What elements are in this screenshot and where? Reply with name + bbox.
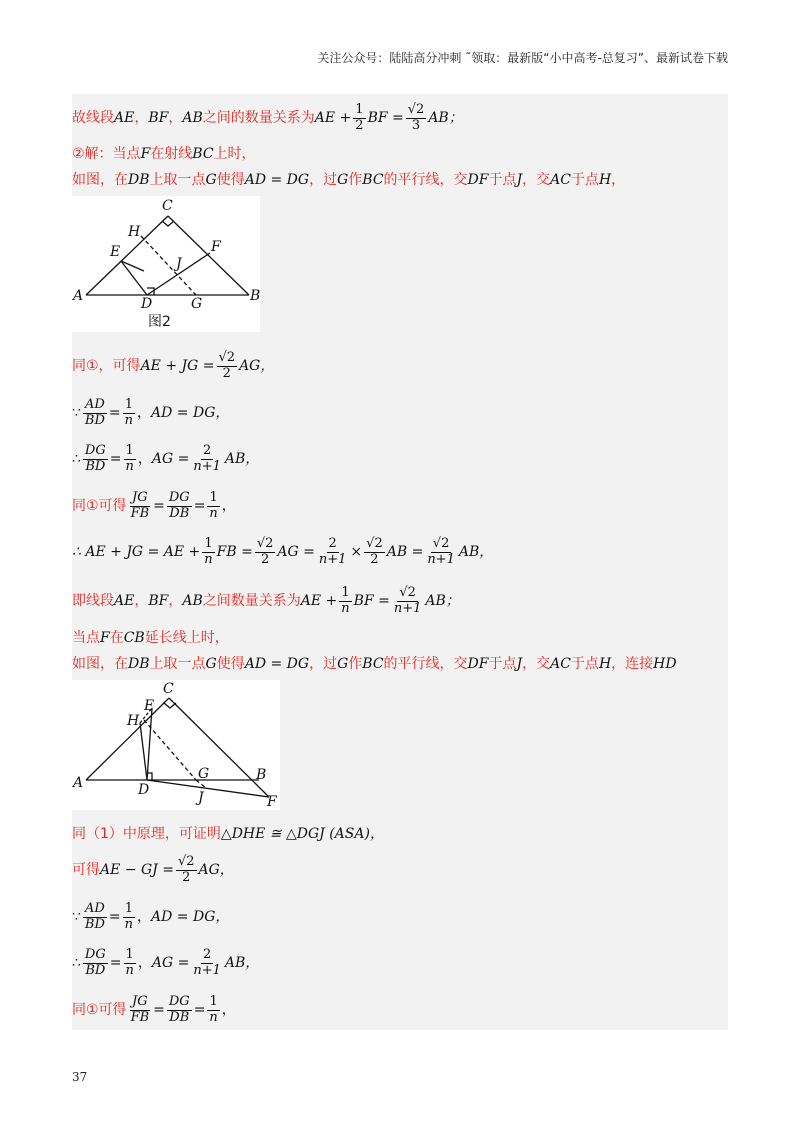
math: BC [192, 146, 214, 162]
line-because-ratio-2 [72, 902, 229, 932]
label-J: J [176, 256, 182, 272]
text: ， [134, 593, 149, 609]
fraction: $\frac{DG}{DB}$ [168, 993, 190, 1025]
math: AB， [224, 451, 260, 467]
fraction: $\frac{1}{n}$ [209, 489, 218, 521]
text: ，交 [522, 656, 551, 672]
figure-3 [72, 680, 280, 810]
fraction: $\frac{√2}{2}$ [218, 349, 236, 381]
line-case-ray [72, 146, 256, 162]
math: × [350, 544, 363, 560]
label-F: F [211, 239, 221, 255]
fraction: $\frac{1}{n}$ [125, 442, 134, 474]
math: AG， [239, 358, 275, 374]
figure-2 [72, 196, 260, 332]
label-C: C [162, 198, 173, 214]
line-therefore-ag-2 [72, 947, 259, 979]
math: BC [362, 172, 384, 188]
label-B: B [250, 288, 260, 304]
math: AE − GJ = [100, 862, 174, 878]
text: ， [611, 172, 626, 188]
text: 当点 [72, 630, 100, 646]
line-jg-ratio [72, 489, 236, 523]
label-H: H [127, 713, 140, 729]
line-construction-1 [72, 172, 625, 188]
text: 上取一点 [149, 172, 206, 188]
math: AB [182, 110, 203, 126]
line-because-ratio [72, 398, 229, 428]
math: = [108, 909, 121, 925]
figure-2-diagram [72, 196, 260, 332]
math: AC [550, 656, 571, 672]
math: DF [467, 172, 489, 188]
math: AE [114, 110, 135, 126]
fraction: $\frac{DG}{BD}$ [84, 442, 106, 474]
math: AB， [458, 544, 494, 560]
fraction: $\frac{√2}{2}$ [366, 535, 383, 567]
math: H [598, 656, 612, 672]
text: 于点 [570, 656, 599, 672]
math: CB [123, 630, 145, 646]
math: F [140, 146, 151, 162]
label-E: E [110, 244, 121, 260]
label-G: G [191, 296, 203, 312]
fraction: $\frac{2}{n+1}$ [318, 535, 347, 567]
page-header: 关注公众号：陆陆高分冲刺 ˜领取：最新版“小中高考-总复习”、最新试卷下载 [317, 51, 728, 65]
text: 于点 [488, 656, 517, 672]
text: 于点 [570, 172, 599, 188]
figure-3-diagram [72, 680, 280, 810]
text: 于点 [488, 172, 517, 188]
math: FB = [216, 544, 253, 560]
fraction: $\frac{√2}{2}$ [177, 853, 195, 885]
fraction: $\frac{AD}{BD}$ [84, 396, 105, 428]
fraction: $\frac{1}{n}$ [341, 584, 350, 616]
line-result-aejg [72, 350, 274, 382]
math: AB [182, 593, 203, 609]
math: ∵ [72, 405, 81, 421]
label-D: D [138, 782, 150, 798]
fraction: $\frac{1}{n}$ [124, 396, 134, 428]
text: 即线段 [72, 593, 114, 609]
text: 之间数量关系为 [202, 593, 301, 609]
label-E: E [144, 698, 155, 714]
fraction: $\frac{JG}{FB}$ [130, 489, 150, 521]
fraction: $\frac{√2}{2}$ [256, 535, 274, 567]
math: △DHE ≅ △DGJ (ASA)， [220, 826, 384, 842]
fraction: $\frac{√2}{3}$ [407, 101, 425, 133]
math: HD [653, 656, 677, 672]
math: G [337, 172, 349, 188]
math: = [109, 451, 122, 467]
math: AB； [428, 110, 463, 126]
math: AD = DG， [151, 405, 230, 421]
text: 作 [348, 172, 363, 188]
text: 同①，可得 [72, 358, 141, 374]
math: DF [467, 656, 489, 672]
math: ， [137, 405, 152, 421]
math: J [516, 656, 523, 672]
math: AD = DG [244, 172, 310, 188]
label-D: D [141, 296, 153, 312]
math: AD = DG [244, 656, 310, 672]
fraction: $\frac{1}{n}$ [209, 993, 218, 1025]
label-H: H [128, 224, 141, 240]
text: 同①可得 [72, 1002, 127, 1018]
text: ， [168, 593, 183, 609]
fraction: $\frac{AD}{BD}$ [84, 900, 105, 932]
line-therefore-ag [72, 443, 259, 475]
fraction: $\frac{√2}{n+1}$ [427, 535, 455, 567]
fraction: $\frac{1}{n}$ [124, 900, 134, 932]
line-aejg-chain [72, 535, 493, 569]
text: 延长线上时， [144, 630, 229, 646]
math: AE + [300, 593, 338, 609]
math: ， [137, 451, 152, 467]
math: ， [137, 909, 152, 925]
text: 可得 [72, 862, 100, 878]
line-congruence [72, 826, 384, 842]
math: BC [362, 656, 384, 672]
page-number: 37 [72, 1070, 88, 1084]
fraction: $\frac{DG}{DB}$ [168, 489, 190, 521]
math: ， [221, 1002, 236, 1018]
fraction: $\frac{DG}{BD}$ [84, 946, 106, 978]
text: 使得 [216, 172, 245, 188]
text: 在射线 [150, 146, 193, 162]
fraction: $\frac{2}{n+1}$ [193, 946, 221, 978]
math: BF [148, 110, 169, 126]
fraction: $\frac{1}{n}$ [125, 946, 134, 978]
text: ， [134, 110, 149, 126]
fraction: $\frac{2}{n+1}$ [193, 442, 221, 474]
text: 如图，在 [72, 656, 128, 672]
math: = [109, 955, 122, 971]
math: = [193, 1002, 206, 1018]
math: J [516, 172, 523, 188]
label-C: C [163, 681, 174, 697]
text: 上取一点 [149, 656, 206, 672]
math: AB， [224, 955, 260, 971]
line-result-aegj [72, 853, 234, 887]
fraction: $\frac{√2}{n+1}$ [393, 584, 422, 616]
text: 作 [348, 656, 363, 672]
fraction: $\frac{1}{n}$ [204, 535, 213, 567]
text: 的平行线，交 [383, 656, 468, 672]
text: 同（1）中原理，可证明 [72, 826, 221, 842]
math: ∴ [72, 451, 81, 467]
label-J: J [198, 790, 204, 806]
math: AE [114, 593, 135, 609]
math: = [153, 1002, 165, 1018]
text: ，交 [522, 172, 551, 188]
math: ∴ [72, 955, 81, 971]
math: G [205, 172, 217, 188]
math: AG = [151, 955, 190, 971]
math: AD = DG， [151, 909, 230, 925]
line-case-extension [72, 630, 229, 646]
math: F [100, 630, 110, 646]
math: AE + JG = [140, 358, 215, 374]
fraction: $\frac{JG}{FB}$ [130, 993, 150, 1025]
math: = [193, 498, 206, 514]
math: = [108, 405, 121, 421]
label-A: A [73, 288, 84, 304]
fraction: $\frac{1}{2}$ [355, 101, 364, 133]
math: G [337, 656, 349, 672]
math: DB [128, 172, 150, 188]
math: BF [148, 593, 169, 609]
math: H [598, 172, 612, 188]
figure-2-caption: 图2 [148, 314, 171, 330]
text: 故线段 [72, 110, 114, 126]
math: ∴ AE + JG = AE + [72, 544, 201, 560]
math: G [205, 656, 217, 672]
label-A: A [73, 775, 84, 791]
text: 如图，在 [72, 172, 128, 188]
text: 之间的数量关系为 [202, 110, 315, 126]
text: 上时， [213, 146, 256, 162]
text: ， [168, 110, 183, 126]
text: ②解：当点 [72, 146, 141, 162]
line-construction-2 [72, 656, 677, 672]
text: 在 [109, 630, 124, 646]
math: AE + [314, 110, 352, 126]
line-relation-2 [72, 584, 460, 618]
math: DB [128, 656, 150, 672]
text: 同①可得 [72, 498, 127, 514]
math: AG = [151, 451, 190, 467]
line-relation-1 [72, 101, 463, 133]
math: BF = [353, 593, 390, 609]
label-F: F [267, 794, 277, 810]
text: ，连接 [611, 656, 654, 672]
line-jg-ratio-2 [72, 993, 236, 1027]
text: ，过 [309, 172, 338, 188]
math: BF = [367, 110, 404, 126]
text: 的平行线，交 [383, 172, 468, 188]
math: AC [550, 172, 571, 188]
math: ∵ [72, 909, 81, 925]
math: AG， [198, 862, 234, 878]
math: ， [137, 955, 152, 971]
math: AG = [277, 544, 315, 560]
math: AB = [386, 544, 424, 560]
label-B: B [256, 767, 267, 783]
text: ，过 [309, 656, 338, 672]
label-G: G [198, 766, 210, 782]
math: = [153, 498, 165, 514]
math: ， [221, 498, 236, 514]
math: AB； [425, 593, 460, 609]
text: 使得 [216, 656, 245, 672]
